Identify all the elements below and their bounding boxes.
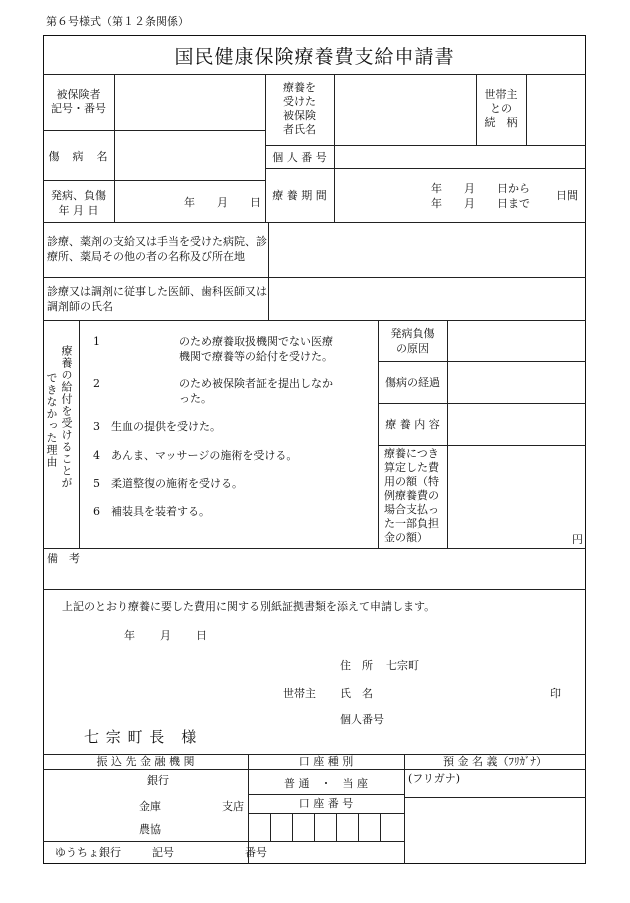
page-title: 国民健康保険療養費支給申請書 [174,46,455,68]
nokyo-label: 農協 [139,823,161,836]
bank-label: 銀行 [147,774,169,787]
insured-id-label-2: 記号・番号 [51,102,106,115]
account-type-header: 口 座 種 別 [298,755,354,768]
content-field[interactable] [448,404,586,445]
divider [43,841,404,842]
seal-mark: 印 [550,687,561,700]
reason-text: のため被保険者証を提出しなか [179,377,333,390]
period-to[interactable]: 年 月 日まで [431,197,530,210]
remarks-field[interactable] [90,549,586,589]
cost-label: た一部負担 [384,517,439,530]
doctor-label-2: 調剤師の氏名 [47,300,113,313]
reason-text: 柔道整復の施術を受ける。 [111,477,243,490]
reasons-side-label-2: できなかった理由 [45,372,58,468]
facility-label-2: 療所、薬局その他の者の名称及び所在地 [47,250,245,263]
personal-number-label: 個 人 番 号 [272,151,327,164]
reason-text: あんま、マッサージの施術を受ける。 [111,449,298,462]
relation-field[interactable] [527,75,585,145]
declaration-text: 上記のとおり療養に要した費用に関する別紙証拠書類を添えて申請します。 [62,600,436,613]
reason-text: った。 [179,392,212,405]
period-days: 日間 [556,189,578,202]
applicant-name-field[interactable] [386,685,536,701]
cause-label: 発病負傷 [390,327,435,340]
divider [43,589,586,590]
reason-num: 3 [93,420,100,433]
recipient-label-line: 療養を [283,81,316,94]
yucho-kigo-field[interactable] [180,844,240,860]
recipient-name-field[interactable] [335,75,476,145]
bank-institution-header: 振 込 先 金 融 機 関 [96,755,195,768]
disease-label: 傷 病 名 [48,150,109,163]
name-label: 氏 名 [340,687,373,700]
applicant-personal-number-field[interactable] [396,711,576,727]
reason-2-blank[interactable] [106,377,176,391]
bank-name-field[interactable] [48,772,140,832]
account-holder-field[interactable] [405,798,585,862]
account-type-options[interactable]: 普 通 ・ 当 座 [284,777,368,790]
branch-name-field[interactable] [165,786,220,816]
doctor-label: 診療又は調剤に従事した医師、歯科医師又は [47,285,267,298]
furigana-label: (フリガナ) [408,772,461,785]
progress-field[interactable] [448,362,586,403]
reason-num: 2 [93,377,100,390]
applicant-personal-number-label: 個人番号 [340,713,384,726]
address-label: 住 所 [340,659,373,672]
period-from[interactable]: 年 月 日から [431,182,530,195]
divider [79,320,80,548]
cost-field[interactable] [448,446,568,546]
reason-num: 6 [93,505,100,518]
householder-label: 世帯主 [283,687,316,700]
branch-label: 支店 [222,800,244,813]
period-label: 療 養 期 間 [272,189,327,202]
progress-label: 傷病の経過 [385,376,440,389]
yucho-bango-label: 番号 [245,846,267,859]
cost-label: 場合支払っ [384,503,439,516]
divider [265,168,586,169]
yucho-bango-field[interactable] [273,844,401,860]
addressee: 七 宗 町 長 様 [84,728,198,746]
relation-label-line: 続 柄 [484,116,518,129]
reasons-side-label: 療養の給付を受けることが [60,345,73,489]
reason-num: 4 [93,449,100,462]
reason-text: 生血の提供を受けた。 [111,420,221,433]
account-number-header: 口 座 番 号 [298,797,354,810]
insured-id-field[interactable] [115,75,265,130]
account-holder-kana-field[interactable] [405,786,585,796]
relation-label-line: 世帯主 [484,88,518,101]
account-number-field[interactable] [249,814,404,841]
reason-num: 1 [93,335,100,348]
doctor-field[interactable] [269,278,586,320]
kinko-label: 金庫 [139,800,161,813]
cost-label: 算定した費 [384,461,439,474]
cost-label: 例療養費の [384,489,439,502]
relation-label-line: との [490,102,512,115]
cost-label: 用の額（特 [384,475,439,488]
address-value[interactable]: 七宗町 [386,659,419,672]
application-date[interactable]: 年 月 日 [124,629,208,642]
remarks-label: 備 考 [47,552,80,565]
disease-field[interactable] [115,131,265,180]
cause-field[interactable] [448,321,586,361]
facility-label: 診療、薬剤の支給又は手当を受けた病院、診 [47,235,267,248]
reason-text: のため療養取扱機関でない医療 [179,335,333,348]
cost-label: 療養につき [384,447,439,460]
divider [43,769,586,770]
yen-unit: 円 [572,533,583,546]
recipient-label-line: 受けた [283,95,316,108]
personal-number-field[interactable] [335,146,586,168]
insured-id-label: 被保険者 [56,88,101,101]
yucho-label: ゆうちょ銀行 [55,846,121,859]
divider [43,180,265,181]
onset-label-2: 年 月 日 [58,204,99,217]
cost-label: 金の額） [384,531,428,544]
reason-text: 補装具を装着する。 [111,505,210,518]
divider [248,794,404,795]
content-label: 療 養 内 容 [385,418,440,431]
form-number: 第６号様式（第１２条関係） [46,15,189,28]
reason-text: 機関で療養等の給付を受けた。 [179,350,333,363]
reason-num: 5 [93,477,100,490]
recipient-label-line: 被保険 [283,109,316,122]
recipient-label-line: 者氏名 [283,123,316,136]
facility-field[interactable] [269,223,586,277]
yucho-kigo-label: 記号 [152,846,174,859]
account-holder-header: 預 金 名 義（ﾌﾘｶﾞﾅ） [443,755,547,768]
onset-label: 発病、負傷 [51,189,106,202]
cause-label: の原因 [396,342,429,355]
reason-1-blank[interactable] [106,335,176,349]
onset-date[interactable]: 年 月 日 [184,196,261,209]
